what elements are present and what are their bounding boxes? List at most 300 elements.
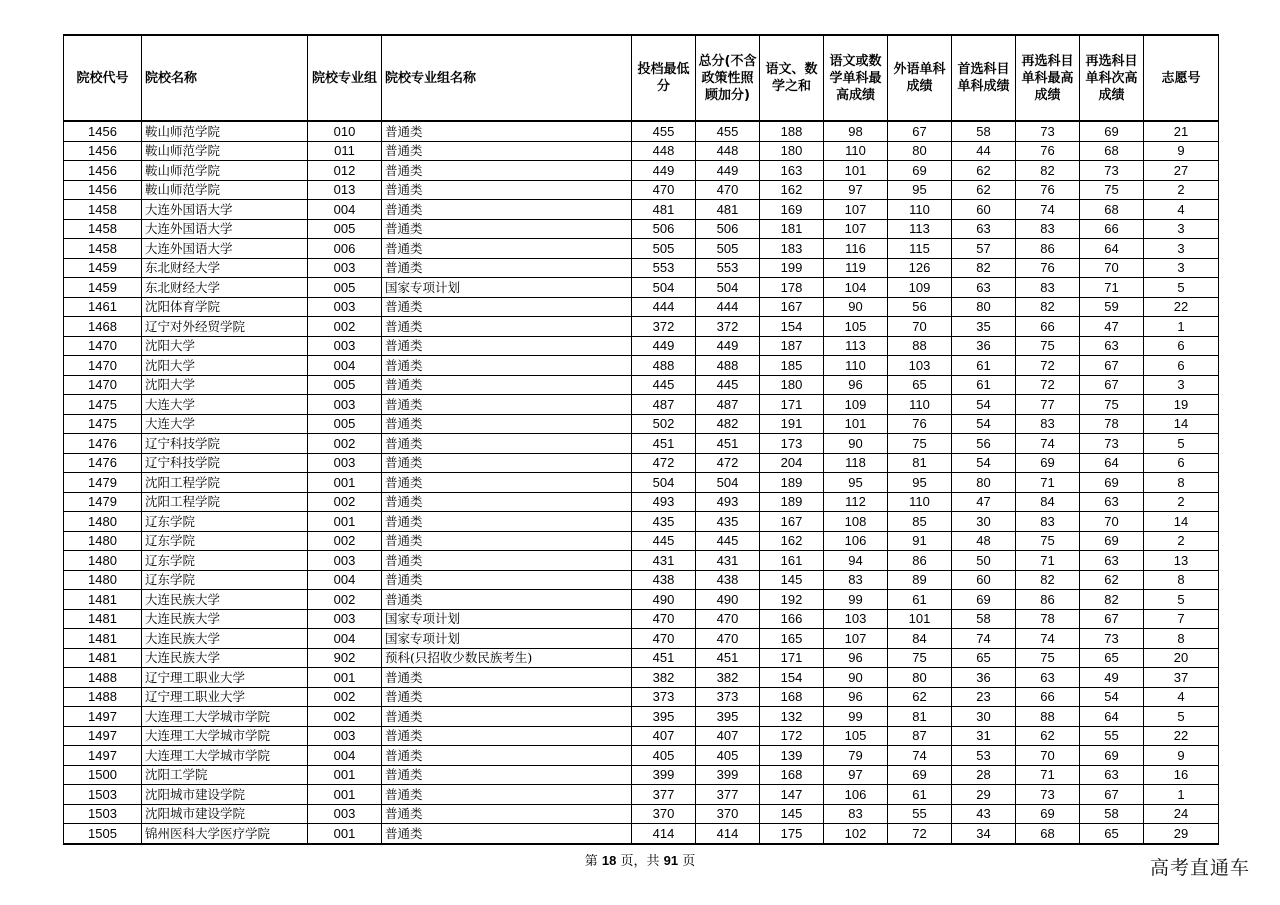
cell-preference-number: 5: [1144, 278, 1219, 298]
cell-school-name: 辽宁科技学院: [142, 453, 308, 473]
cell-school-code: 1480: [64, 512, 142, 532]
cell-first-subject: 54: [952, 453, 1016, 473]
header-row: [64, 35, 1219, 121]
cell-elective-second: 63: [1080, 336, 1144, 356]
cell-major-group-name: 普通类: [382, 785, 632, 805]
cell-min-score: 451: [632, 434, 696, 454]
cell-first-subject: 80: [952, 473, 1016, 493]
cell-foreign-language: 76: [888, 414, 952, 434]
cell-major-group: 010: [308, 121, 382, 141]
cell-school-code: 1500: [64, 765, 142, 785]
cell-min-score: 470: [632, 629, 696, 649]
cell-chinese-math-sum: 173: [760, 434, 824, 454]
cell-total-score: 470: [696, 180, 760, 200]
cell-major-group-name: 普通类: [382, 121, 632, 141]
cell-major-group-name: 普通类: [382, 375, 632, 395]
cell-chinese-math-sum: 180: [760, 375, 824, 395]
cell-major-group-name: 预科(只招收少数民族考生): [382, 648, 632, 668]
cell-chinese-math-max: 107: [824, 629, 888, 649]
table-row: [64, 531, 1219, 551]
cell-chinese-math-max: 106: [824, 785, 888, 805]
cell-first-subject: 48: [952, 531, 1016, 551]
cell-foreign-language: 75: [888, 648, 952, 668]
cell-chinese-math-sum: 161: [760, 551, 824, 571]
cell-school-name: 东北财经大学: [142, 278, 308, 298]
cell-school-name: 辽东学院: [142, 551, 308, 571]
cell-major-group: 005: [308, 278, 382, 298]
cell-school-name: 大连民族大学: [142, 609, 308, 629]
cell-min-score: 493: [632, 492, 696, 512]
cell-min-score: 490: [632, 590, 696, 610]
cell-total-score: 490: [696, 590, 760, 610]
cell-elective-second: 67: [1080, 609, 1144, 629]
cell-min-score: 449: [632, 336, 696, 356]
cell-school-name: 沈阳工学院: [142, 765, 308, 785]
cell-chinese-math-max: 101: [824, 414, 888, 434]
cell-preference-number: 8: [1144, 473, 1219, 493]
table-row: [64, 200, 1219, 220]
cell-school-name: 大连外国语大学: [142, 219, 308, 239]
cell-major-group-name: 国家专项计划: [382, 278, 632, 298]
cell-chinese-math-sum: 166: [760, 609, 824, 629]
cell-major-group-name: 普通类: [382, 687, 632, 707]
cell-major-group-name: 普通类: [382, 551, 632, 571]
cell-school-name: 辽宁科技学院: [142, 434, 308, 454]
table-row: [64, 824, 1219, 844]
cell-first-subject: 61: [952, 375, 1016, 395]
cell-preference-number: 13: [1144, 551, 1219, 571]
cell-major-group: 003: [308, 297, 382, 317]
cell-total-score: 481: [696, 200, 760, 220]
footer-page-number: 18: [601, 853, 617, 868]
cell-school-name: 大连外国语大学: [142, 200, 308, 220]
cell-preference-number: 5: [1144, 434, 1219, 454]
cell-foreign-language: 69: [888, 765, 952, 785]
cell-major-group: 012: [308, 161, 382, 181]
cell-foreign-language: 95: [888, 473, 952, 493]
cell-first-subject: 54: [952, 395, 1016, 415]
cell-chinese-math-max: 110: [824, 356, 888, 376]
table-row: [64, 687, 1219, 707]
cell-school-code: 1461: [64, 297, 142, 317]
cell-min-score: 455: [632, 121, 696, 141]
cell-first-subject: 80: [952, 297, 1016, 317]
cell-school-code: 1459: [64, 278, 142, 298]
cell-chinese-math-max: 110: [824, 141, 888, 161]
table-row: [64, 746, 1219, 766]
table-row: [64, 590, 1219, 610]
cell-school-code: 1456: [64, 161, 142, 181]
cell-school-name: 鞍山师范学院: [142, 180, 308, 200]
cell-chinese-math-max: 101: [824, 161, 888, 181]
cell-preference-number: 29: [1144, 824, 1219, 844]
cell-elective-max: 76: [1016, 141, 1080, 161]
cell-elective-max: 71: [1016, 473, 1080, 493]
cell-school-code: 1479: [64, 492, 142, 512]
cell-major-group-name: 普通类: [382, 297, 632, 317]
cell-elective-second: 82: [1080, 590, 1144, 610]
cell-elective-max: 63: [1016, 668, 1080, 688]
cell-school-code: 1458: [64, 200, 142, 220]
page-footer: [0, 850, 1280, 869]
cell-major-group-name: 普通类: [382, 512, 632, 532]
cell-major-group-name: 普通类: [382, 434, 632, 454]
cell-chinese-math-max: 113: [824, 336, 888, 356]
cell-preference-number: 7: [1144, 609, 1219, 629]
cell-school-name: 大连大学: [142, 395, 308, 415]
cell-elective-max: 88: [1016, 707, 1080, 727]
cell-foreign-language: 81: [888, 453, 952, 473]
table-row: [64, 239, 1219, 259]
cell-first-subject: 29: [952, 785, 1016, 805]
cell-major-group-name: 普通类: [382, 336, 632, 356]
cell-school-name: 鞍山师范学院: [142, 161, 308, 181]
cell-major-group: 005: [308, 219, 382, 239]
cell-school-code: 1497: [64, 726, 142, 746]
cell-major-group-name: 普通类: [382, 453, 632, 473]
cell-school-code: 1458: [64, 219, 142, 239]
cell-elective-second: 65: [1080, 648, 1144, 668]
cell-elective-second: 49: [1080, 668, 1144, 688]
cell-total-score: 449: [696, 161, 760, 181]
cell-first-subject: 47: [952, 492, 1016, 512]
cell-major-group-name: 普通类: [382, 590, 632, 610]
cell-chinese-math-sum: 204: [760, 453, 824, 473]
cell-chinese-math-sum: 189: [760, 492, 824, 512]
cell-elective-second: 69: [1080, 531, 1144, 551]
cell-first-subject: 58: [952, 609, 1016, 629]
cell-major-group: 001: [308, 785, 382, 805]
cell-preference-number: 3: [1144, 239, 1219, 259]
cell-major-group-name: 普通类: [382, 317, 632, 337]
cell-major-group: 001: [308, 668, 382, 688]
table-row: [64, 434, 1219, 454]
header-min-score: 投档最低分: [632, 35, 696, 121]
cell-min-score: 407: [632, 726, 696, 746]
cell-preference-number: 27: [1144, 161, 1219, 181]
cell-school-name: 大连民族大学: [142, 648, 308, 668]
cell-first-subject: 44: [952, 141, 1016, 161]
cell-first-subject: 50: [952, 551, 1016, 571]
cell-first-subject: 62: [952, 161, 1016, 181]
cell-major-group-name: 普通类: [382, 824, 632, 844]
cell-foreign-language: 89: [888, 570, 952, 590]
cell-elective-max: 71: [1016, 765, 1080, 785]
cell-first-subject: 60: [952, 200, 1016, 220]
cell-elective-second: 67: [1080, 785, 1144, 805]
cell-chinese-math-sum: 199: [760, 258, 824, 278]
cell-chinese-math-sum: 167: [760, 512, 824, 532]
cell-chinese-math-max: 90: [824, 297, 888, 317]
cell-chinese-math-sum: 171: [760, 395, 824, 415]
cell-major-group: 002: [308, 590, 382, 610]
cell-school-name: 鞍山师范学院: [142, 141, 308, 161]
cell-chinese-math-sum: 189: [760, 473, 824, 493]
cell-elective-max: 68: [1016, 824, 1080, 844]
cell-foreign-language: 56: [888, 297, 952, 317]
cell-total-score: 504: [696, 278, 760, 298]
cell-elective-max: 82: [1016, 161, 1080, 181]
cell-foreign-language: 110: [888, 395, 952, 415]
cell-min-score: 445: [632, 375, 696, 395]
cell-elective-max: 83: [1016, 278, 1080, 298]
cell-major-group-name: 普通类: [382, 765, 632, 785]
cell-elective-second: 59: [1080, 297, 1144, 317]
cell-first-subject: 58: [952, 121, 1016, 141]
cell-preference-number: 4: [1144, 687, 1219, 707]
cell-chinese-math-sum: 172: [760, 726, 824, 746]
cell-school-code: 1505: [64, 824, 142, 844]
header-major-group-name: 院校专业组名称: [382, 35, 632, 121]
cell-first-subject: 82: [952, 258, 1016, 278]
cell-elective-max: 69: [1016, 453, 1080, 473]
cell-chinese-math-max: 95: [824, 473, 888, 493]
cell-elective-max: 82: [1016, 570, 1080, 590]
cell-preference-number: 8: [1144, 570, 1219, 590]
cell-preference-number: 2: [1144, 180, 1219, 200]
cell-chinese-math-max: 90: [824, 668, 888, 688]
cell-preference-number: 2: [1144, 531, 1219, 551]
cell-elective-max: 74: [1016, 200, 1080, 220]
cell-first-subject: 30: [952, 512, 1016, 532]
cell-elective-max: 72: [1016, 356, 1080, 376]
cell-school-name: 辽宁理工职业大学: [142, 687, 308, 707]
cell-elective-max: 83: [1016, 414, 1080, 434]
cell-elective-max: 72: [1016, 375, 1080, 395]
cell-major-group: 003: [308, 551, 382, 571]
cell-preference-number: 6: [1144, 453, 1219, 473]
cell-total-score: 493: [696, 492, 760, 512]
cell-chinese-math-sum: 178: [760, 278, 824, 298]
cell-min-score: 370: [632, 804, 696, 824]
cell-total-score: 505: [696, 239, 760, 259]
cell-major-group-name: 普通类: [382, 239, 632, 259]
table-row: [64, 395, 1219, 415]
cell-elective-second: 75: [1080, 395, 1144, 415]
cell-chinese-math-sum: 132: [760, 707, 824, 727]
table-row: [64, 492, 1219, 512]
cell-first-subject: 62: [952, 180, 1016, 200]
cell-min-score: 445: [632, 531, 696, 551]
cell-elective-max: 70: [1016, 746, 1080, 766]
cell-chinese-math-max: 98: [824, 121, 888, 141]
cell-major-group: 002: [308, 317, 382, 337]
cell-chinese-math-sum: 145: [760, 804, 824, 824]
cell-elective-max: 62: [1016, 726, 1080, 746]
cell-preference-number: 16: [1144, 765, 1219, 785]
cell-total-score: 449: [696, 336, 760, 356]
cell-elective-max: 74: [1016, 629, 1080, 649]
cell-major-group-name: 普通类: [382, 668, 632, 688]
cell-foreign-language: 113: [888, 219, 952, 239]
table-row: [64, 765, 1219, 785]
cell-chinese-math-max: 97: [824, 180, 888, 200]
cell-major-group: 003: [308, 395, 382, 415]
cell-min-score: 438: [632, 570, 696, 590]
cell-foreign-language: 80: [888, 141, 952, 161]
cell-first-subject: 31: [952, 726, 1016, 746]
cell-elective-second: 67: [1080, 356, 1144, 376]
table-body: [64, 121, 1219, 844]
cell-chinese-math-max: 116: [824, 239, 888, 259]
cell-school-code: 1470: [64, 336, 142, 356]
header-chinese-math-max: 语文或数学单科最高成绩: [824, 35, 888, 121]
footer-suffix: 页: [678, 854, 696, 869]
table-row: [64, 317, 1219, 337]
cell-foreign-language: 95: [888, 180, 952, 200]
cell-total-score: 407: [696, 726, 760, 746]
cell-total-score: 488: [696, 356, 760, 376]
cell-school-code: 1503: [64, 804, 142, 824]
footer-total-pages: 91: [663, 853, 679, 868]
header-preference-number: 志愿号: [1144, 35, 1219, 121]
cell-major-group: 003: [308, 804, 382, 824]
cell-major-group: 003: [308, 336, 382, 356]
cell-first-subject: 54: [952, 414, 1016, 434]
cell-elective-second: 63: [1080, 551, 1144, 571]
cell-chinese-math-max: 96: [824, 687, 888, 707]
cell-school-name: 沈阳工程学院: [142, 492, 308, 512]
table-row: [64, 336, 1219, 356]
cell-chinese-math-max: 102: [824, 824, 888, 844]
cell-school-code: 1475: [64, 414, 142, 434]
cell-min-score: 448: [632, 141, 696, 161]
cell-school-code: 1456: [64, 141, 142, 161]
cell-elective-second: 73: [1080, 629, 1144, 649]
cell-preference-number: 19: [1144, 395, 1219, 415]
cell-chinese-math-max: 97: [824, 765, 888, 785]
cell-elective-second: 69: [1080, 746, 1144, 766]
cell-total-score: 487: [696, 395, 760, 415]
cell-first-subject: 53: [952, 746, 1016, 766]
cell-first-subject: 69: [952, 590, 1016, 610]
cell-school-name: 大连理工大学城市学院: [142, 707, 308, 727]
cell-school-code: 1481: [64, 648, 142, 668]
cell-major-group-name: 普通类: [382, 570, 632, 590]
cell-foreign-language: 85: [888, 512, 952, 532]
cell-min-score: 502: [632, 414, 696, 434]
cell-foreign-language: 103: [888, 356, 952, 376]
cell-elective-second: 78: [1080, 414, 1144, 434]
cell-first-subject: 63: [952, 278, 1016, 298]
cell-elective-second: 58: [1080, 804, 1144, 824]
cell-min-score: 472: [632, 453, 696, 473]
cell-total-score: 444: [696, 297, 760, 317]
cell-total-score: 470: [696, 629, 760, 649]
cell-elective-max: 78: [1016, 609, 1080, 629]
cell-major-group: 002: [308, 687, 382, 707]
cell-preference-number: 8: [1144, 629, 1219, 649]
cell-foreign-language: 67: [888, 121, 952, 141]
cell-major-group: 006: [308, 239, 382, 259]
header-total-score: 总分(不含政策性照顾加分): [696, 35, 760, 121]
table-row: [64, 609, 1219, 629]
cell-total-score: 472: [696, 453, 760, 473]
cell-total-score: 504: [696, 473, 760, 493]
cell-major-group-name: 国家专项计划: [382, 629, 632, 649]
cell-school-code: 1480: [64, 551, 142, 571]
cell-school-name: 沈阳大学: [142, 336, 308, 356]
cell-min-score: 431: [632, 551, 696, 571]
cell-chinese-math-max: 109: [824, 395, 888, 415]
cell-foreign-language: 62: [888, 687, 952, 707]
cell-total-score: 455: [696, 121, 760, 141]
cell-chinese-math-sum: 187: [760, 336, 824, 356]
cell-elective-second: 66: [1080, 219, 1144, 239]
cell-elective-max: 83: [1016, 512, 1080, 532]
cell-chinese-math-sum: 147: [760, 785, 824, 805]
cell-chinese-math-sum: 139: [760, 746, 824, 766]
cell-elective-max: 86: [1016, 590, 1080, 610]
cell-chinese-math-max: 108: [824, 512, 888, 532]
cell-total-score: 377: [696, 785, 760, 805]
cell-chinese-math-sum: 181: [760, 219, 824, 239]
cell-elective-second: 68: [1080, 141, 1144, 161]
cell-total-score: 482: [696, 414, 760, 434]
cell-school-code: 1488: [64, 687, 142, 707]
table-row: [64, 570, 1219, 590]
cell-school-name: 大连民族大学: [142, 590, 308, 610]
cell-chinese-math-max: 104: [824, 278, 888, 298]
cell-school-code: 1488: [64, 668, 142, 688]
footer-middle: 页，共: [616, 854, 664, 869]
cell-first-subject: 28: [952, 765, 1016, 785]
cell-first-subject: 36: [952, 668, 1016, 688]
cell-elective-second: 62: [1080, 570, 1144, 590]
cell-preference-number: 14: [1144, 414, 1219, 434]
cell-total-score: 414: [696, 824, 760, 844]
table-row: [64, 141, 1219, 161]
table-row: [64, 278, 1219, 298]
cell-chinese-math-sum: 168: [760, 765, 824, 785]
cell-chinese-math-sum: 169: [760, 200, 824, 220]
cell-elective-max: 75: [1016, 648, 1080, 668]
cell-elective-second: 73: [1080, 434, 1144, 454]
cell-major-group: 001: [308, 824, 382, 844]
cell-chinese-math-max: 96: [824, 375, 888, 395]
cell-total-score: 451: [696, 648, 760, 668]
cell-major-group: 004: [308, 356, 382, 376]
cell-school-code: 1476: [64, 434, 142, 454]
cell-chinese-math-max: 106: [824, 531, 888, 551]
table-row: [64, 804, 1219, 824]
cell-chinese-math-max: 83: [824, 570, 888, 590]
cell-major-group-name: 国家专项计划: [382, 609, 632, 629]
cell-school-name: 辽宁对外经贸学院: [142, 317, 308, 337]
cell-preference-number: 9: [1144, 141, 1219, 161]
cell-school-name: 大连大学: [142, 414, 308, 434]
cell-min-score: 504: [632, 473, 696, 493]
cell-min-score: 372: [632, 317, 696, 337]
table-row: [64, 121, 1219, 141]
table-row: [64, 707, 1219, 727]
header-school-name: 院校名称: [142, 35, 308, 121]
cell-major-group-name: 普通类: [382, 161, 632, 181]
cell-first-subject: 56: [952, 434, 1016, 454]
cell-min-score: 435: [632, 512, 696, 532]
cell-school-code: 1481: [64, 590, 142, 610]
cell-preference-number: 1: [1144, 317, 1219, 337]
cell-min-score: 373: [632, 687, 696, 707]
cell-school-code: 1456: [64, 180, 142, 200]
cell-foreign-language: 61: [888, 590, 952, 610]
cell-major-group: 902: [308, 648, 382, 668]
cell-foreign-language: 86: [888, 551, 952, 571]
cell-preference-number: 3: [1144, 219, 1219, 239]
cell-total-score: 382: [696, 668, 760, 688]
cell-chinese-math-max: 119: [824, 258, 888, 278]
cell-major-group-name: 普通类: [382, 746, 632, 766]
